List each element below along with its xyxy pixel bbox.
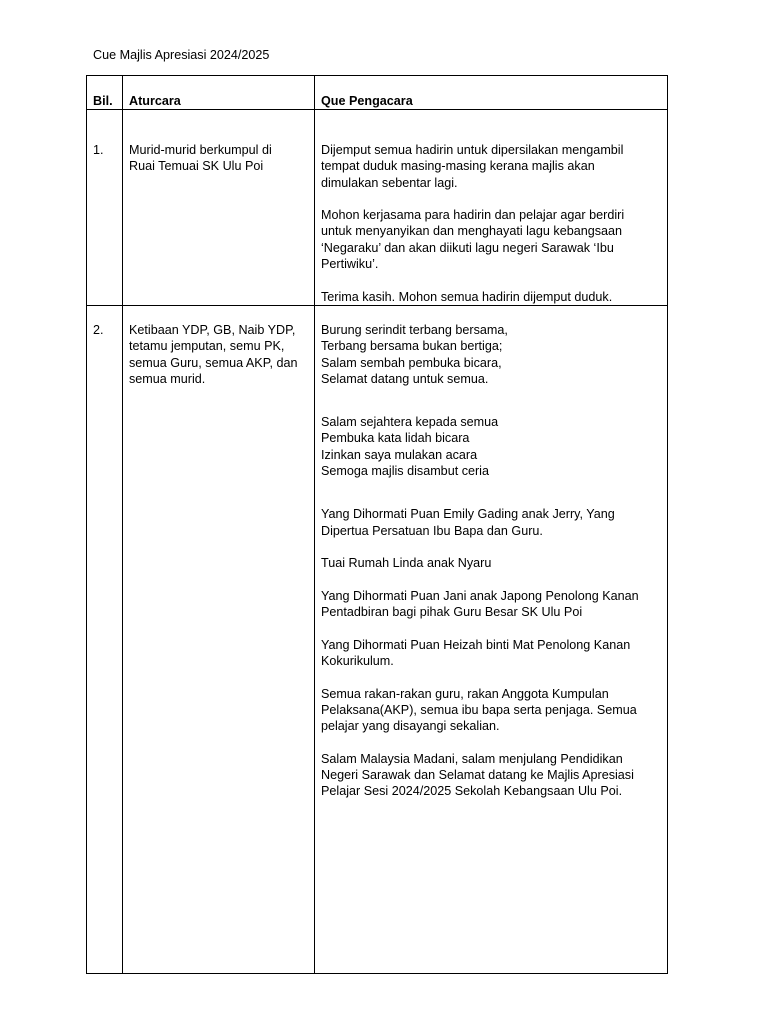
text-line: semua murid. [129, 371, 206, 386]
text-line: Salam Malaysia Madani, salam menjulang Pendidikan [321, 751, 623, 766]
text-line: Yang Dihormati Puan Emily Gading anak Jerry, Yang [321, 507, 615, 522]
text-line: Ketibaan YDP, GB, Naib YDP, [129, 323, 296, 337]
que-paragraph [321, 555, 661, 571]
text-line: Kokurikulum. [321, 654, 394, 669]
row-2-aturcara [129, 322, 311, 387]
text-line: Mohon kerjasama para hadirin dan pelajar agar berdiri [321, 208, 625, 223]
que-paragraph [321, 142, 661, 191]
que-paragraph [321, 686, 661, 735]
que-paragraph [321, 207, 661, 272]
que-paragraph [321, 588, 661, 621]
cue-table [86, 75, 668, 974]
text-line: Terima kasih. Mohon semua hadirin dijemput duduk. [321, 289, 613, 304]
text-line: tetamu jemputan, semu PK, [129, 339, 285, 354]
text-line: Tuai Rumah Linda anak Nyaru [321, 556, 492, 571]
text-line: Izinkan saya mulakan acara [321, 447, 478, 462]
text-line: Salam sembah pembuka bicara, [321, 355, 502, 370]
column-divider [314, 76, 315, 973]
column-divider [122, 76, 123, 973]
text-line: Dijemput semua hadirin untuk dipersilakan mengambil [321, 143, 624, 157]
text-line: Ruai Temuai SK Ulu Poi [129, 159, 264, 174]
row-2-bil: 2. [93, 323, 104, 337]
row-1-aturcara [129, 142, 311, 175]
document-title: Cue Majlis Apresiasi 2024/2025 [93, 48, 270, 62]
que-paragraph [321, 751, 661, 800]
text-line: dimulakan sebentar lagi. [321, 175, 458, 190]
text-line: Pembuka kata lidah bicara [321, 431, 470, 446]
text-line: Murid-murid berkumpul di [129, 143, 272, 157]
text-line: untuk menyanyikan dan menghayati lagu kebangsaan [321, 224, 623, 239]
row-1-que [321, 142, 661, 321]
text-line: Selamat datang untuk semua. [321, 371, 489, 386]
que-paragraph [321, 637, 661, 670]
header-que-pengacara: Que Pengacara [321, 94, 413, 108]
text-line: Dipertua Persatuan Ibu Bapa dan Guru. [321, 523, 543, 538]
text-line: Pertiwiku’. [321, 257, 379, 272]
text-line: Salam sejahtera kepada semua [321, 415, 499, 430]
pantun-verse [321, 414, 661, 479]
text-line: Semua rakan-rakan guru, rakan Anggota Kumpulan [321, 686, 609, 701]
row-2-que [321, 322, 661, 816]
text-line: Yang Dihormati Puan Heizah binti Mat Penolong Kanan [321, 637, 631, 652]
text-line: Yang Dihormati Puan Jani anak Japong Penolong Kanan [321, 588, 639, 603]
text-line: Terbang bersama bukan bertiga; [321, 339, 503, 354]
text-line: pelajar yang disayangi sekalian. [321, 719, 500, 734]
text-line: tempat duduk masing-masing kerana majlis akan [321, 159, 595, 174]
text-line: semua Guru, semua AKP, dan [129, 355, 298, 370]
row-1-bil: 1. [93, 143, 104, 157]
header-aturcara: Aturcara [129, 94, 181, 108]
text-line: Semoga majlis disambut ceria [321, 464, 489, 479]
text-line: Negeri Sarawak dan Selamat datang ke Majlis Apresiasi [321, 768, 634, 783]
text-line: Pentadbiran bagi pihak Guru Besar SK Ulu Poi [321, 605, 583, 620]
text-line: Burung serindit terbang bersama, [321, 323, 508, 337]
que-paragraph [321, 506, 661, 539]
pantun-verse [321, 322, 661, 387]
text-line: Pelajar Sesi 2024/2025 Sekolah Kebangsaan Ulu Poi. [321, 784, 623, 799]
text-line: Pelaksana(AKP), semua ibu bapa serta penjaga. Semua [321, 702, 637, 717]
header-bil: Bil. [93, 94, 113, 108]
que-paragraph [321, 289, 661, 305]
text-line: ‘Negaraku’ dan akan diikuti lagu negeri Sarawak ‘Ibu [321, 240, 614, 255]
